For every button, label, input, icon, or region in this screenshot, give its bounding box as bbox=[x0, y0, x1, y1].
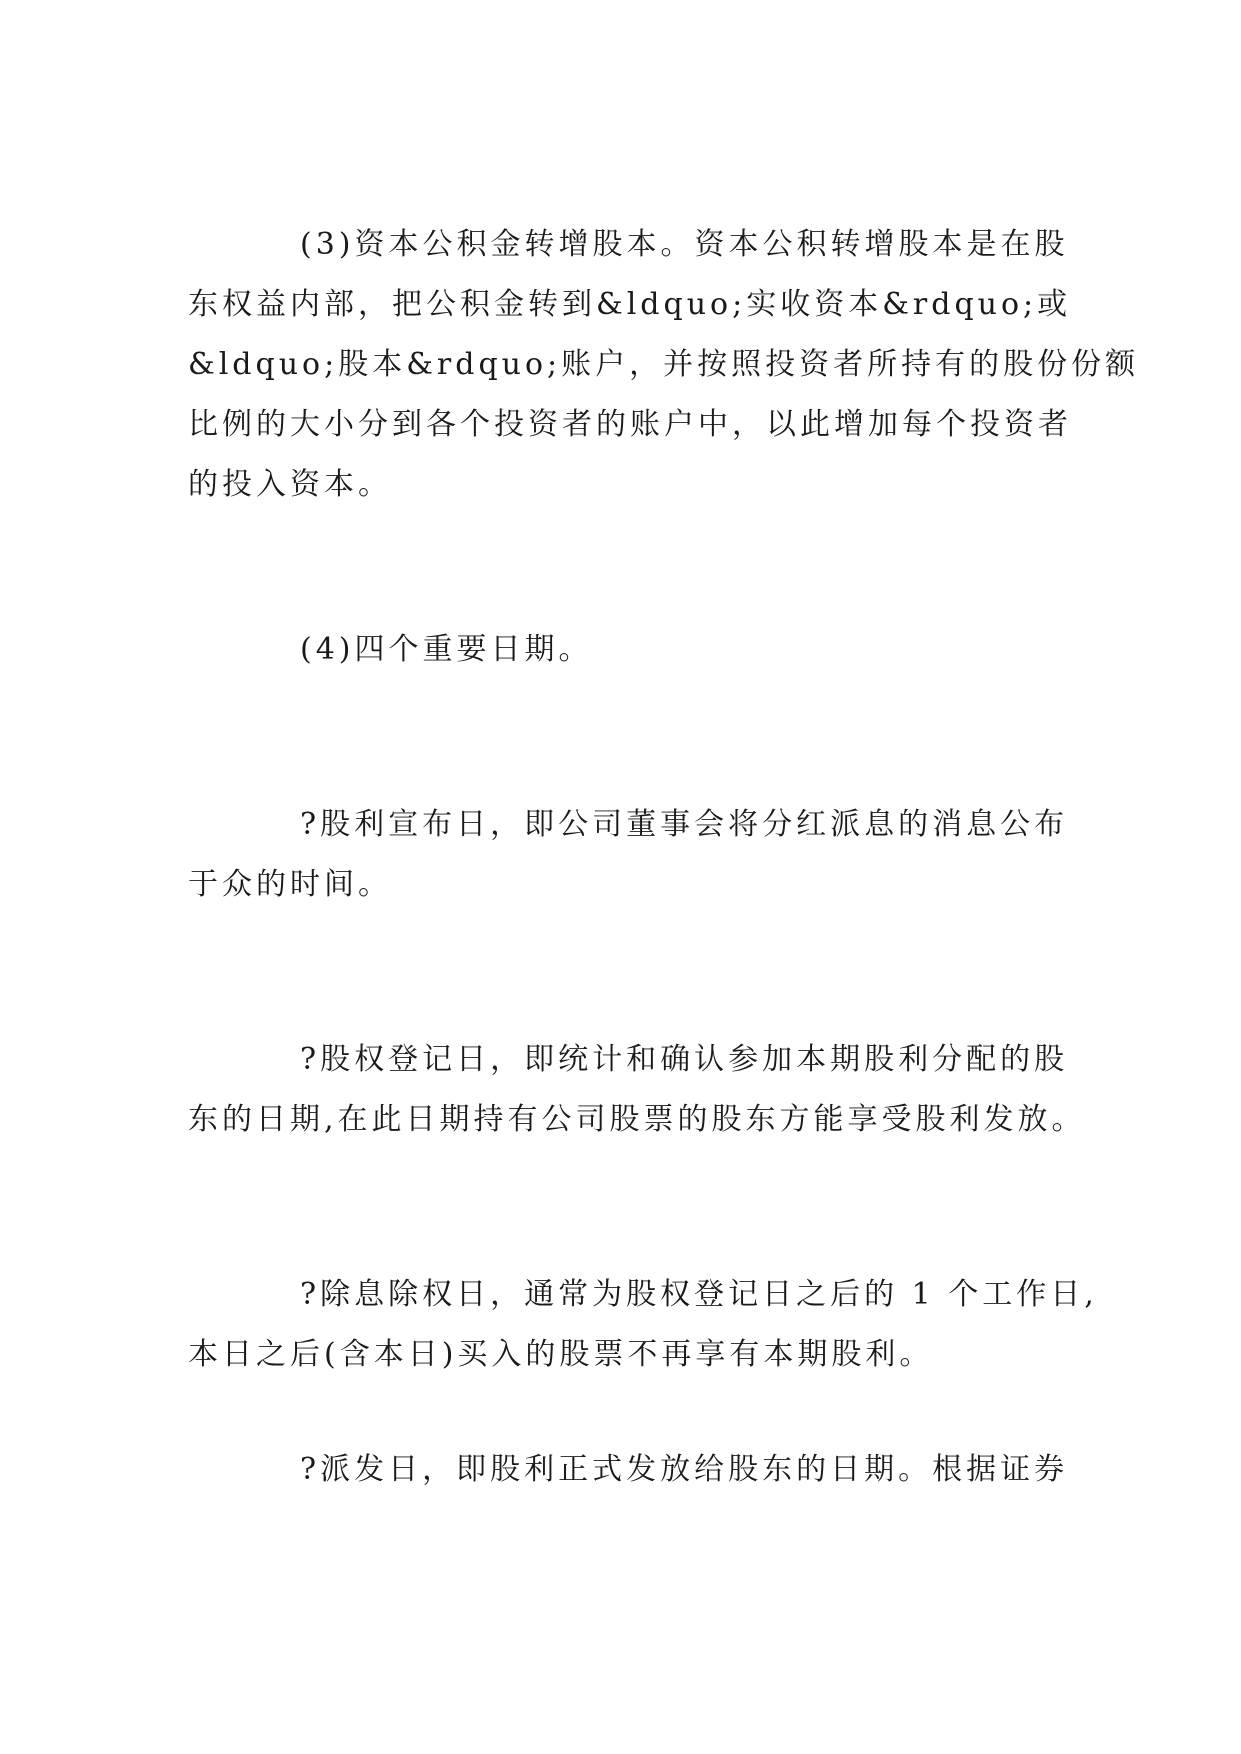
paragraph-capital-reserve bbox=[188, 215, 1140, 515]
paragraph-line: 东权益内部，把公积金转到&ldquo;实收资本&rdquo;或 bbox=[188, 287, 1072, 322]
paragraph-line: 的投入资本。 bbox=[188, 467, 392, 502]
paragraph-line: ?除息除权日，通常为股权登记日之后的 1 个工作日, bbox=[300, 1277, 1098, 1312]
paragraph-line: 比例的大小分到各个投资者的账户中，以此增加每个投资者 bbox=[188, 407, 1072, 442]
paragraph-line: ?派发日，即股利正式发放给股东的日期。根据证券 bbox=[300, 1452, 1069, 1487]
paragraph-line: (3)资本公积金转增股本。资本公积转增股本是在股 bbox=[300, 227, 1069, 262]
paragraph-line: 本日之后(含本日)买入的股票不再享有本期股利。 bbox=[188, 1337, 934, 1372]
paragraph-four-dates-heading bbox=[188, 620, 1058, 680]
paragraph-line: ?股利宣布日，即公司董事会将分红派息的消息公布 bbox=[300, 807, 1069, 842]
paragraph-ex-dividend-date bbox=[188, 1265, 1098, 1385]
paragraph-line: 东的日期,在此日期持有公司股票的股东方能享受股利发放。 bbox=[188, 1102, 1086, 1137]
paragraph-declaration-date bbox=[188, 795, 1069, 915]
paragraph-line: (4)四个重要日期。 bbox=[300, 632, 593, 667]
paragraph-line: ?股权登记日，即统计和确认参加本期股利分配的股 bbox=[300, 1042, 1069, 1077]
paragraph-line: 于众的时间。 bbox=[188, 867, 392, 902]
paragraph-record-date bbox=[188, 1030, 1086, 1150]
paragraph-line: &ldquo;股本&rdquo;账户，并按照投资者所持有的股份份额 bbox=[188, 347, 1140, 382]
paragraph-payment-date bbox=[188, 1440, 1069, 1500]
